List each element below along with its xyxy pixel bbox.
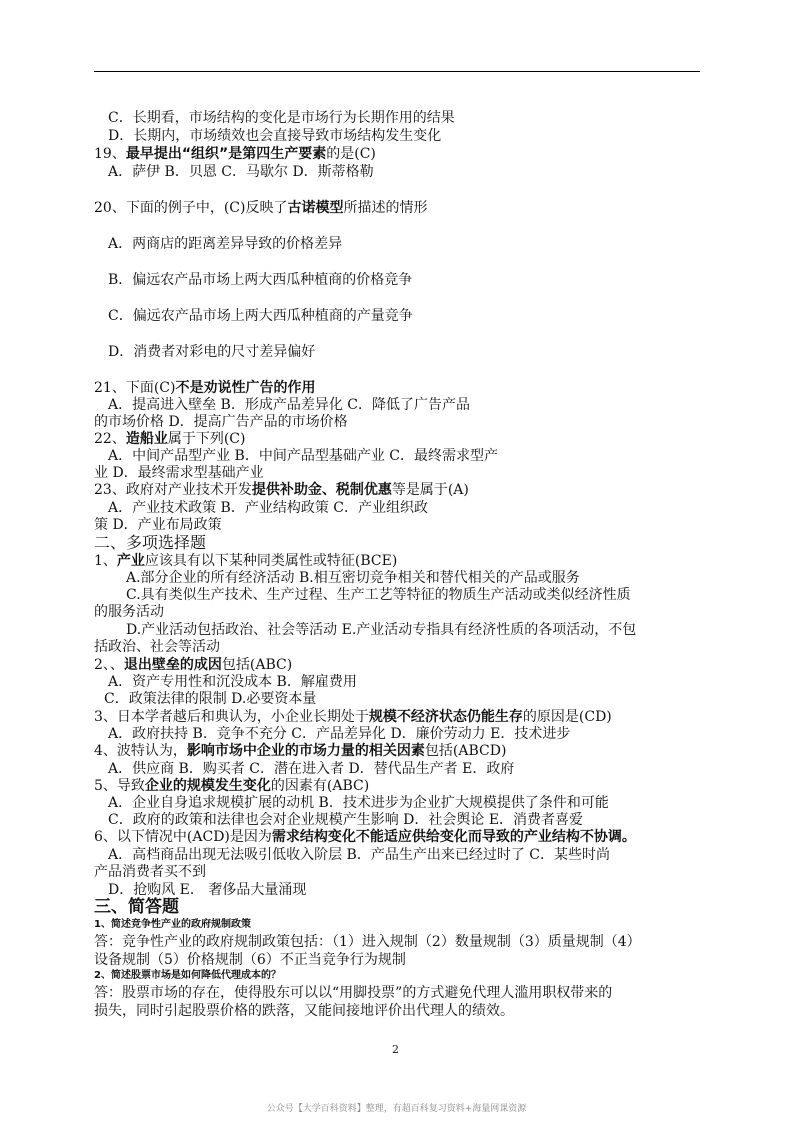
text-span: 属于下列(C) xyxy=(167,431,246,447)
single-choice-line: D．长期内，市场绩效也会直接导致市场结构发生变化 xyxy=(108,128,442,144)
multiple-choice-line: A．资产专用性和沉没成本 B．解雇费用 xyxy=(108,674,357,690)
multiple-choice-line xyxy=(94,829,636,846)
text-span: 的因素有(ABC) xyxy=(270,778,370,794)
short-answer-text: 答：股票市场的存在，使得股东可以以“用脚投票”的方式避免代理人滥用职权带来的 xyxy=(94,985,613,1001)
single-choice-line xyxy=(94,200,427,217)
text-span: 2、、 xyxy=(94,657,124,673)
single-choice-line xyxy=(94,482,469,499)
single-choice-line: C．长期看，市场结构的变化是市场行为长期作用的结果 xyxy=(108,110,455,126)
text-span: 等是属于(A) xyxy=(391,482,469,498)
single-choice-line: A．两商店的距离差异导致的价格差异 xyxy=(108,236,343,252)
single-choice-line xyxy=(94,431,245,448)
text-span: 3、日本学者越后和典认为，小企业长期处于 xyxy=(94,709,369,725)
bold-keyword: 规模不经济状态仍能生存 xyxy=(368,709,523,725)
bold-keyword: 造船业 xyxy=(125,431,168,447)
text-span: 6、以下情况中(ACD)是因为 xyxy=(94,829,272,845)
multiple-choice-line: A．政府扶持 B．竞争不充分 C．产品差异化 D．廉价劳动力 E．技术进步 xyxy=(108,726,571,742)
text-span: 包括(ABCD) xyxy=(424,743,507,759)
multiple-choice-line: 的服务活动 xyxy=(94,604,164,620)
text-span: 所描述的情形 xyxy=(343,200,428,216)
bold-keyword: 需求结构变化不能适应供给变化而导致的产业结构不协调。 xyxy=(271,829,636,845)
multiple-choice-line: 产品消费者买不到 xyxy=(94,864,206,880)
text-span: 应该具有以下某种同类属性或特征(BCE) xyxy=(144,553,398,569)
multiple-choice-line: 括政治、社会等活动 xyxy=(94,639,220,655)
single-choice-line: 业 D．最终需求型基础产业 xyxy=(94,465,264,481)
multiple-choice-line: C．政府的政策和法律也会对企业规模产生影响 D．社会舆论 E．消费者喜爱 xyxy=(108,812,584,828)
short-answer-question: 2、简述股票市场是如何降低代理成本的？ xyxy=(94,970,281,981)
text-span: 5、导致 xyxy=(94,778,145,794)
text-span: 19、 xyxy=(94,146,126,162)
multiple-choice-line: A．企业自身追求规模扩展的动机 B．技术进步为企业扩大规模提供了条件和可能 xyxy=(108,795,609,811)
text-span: 的原因是(CD) xyxy=(522,709,612,725)
multiple-choice-line xyxy=(94,657,292,674)
multiple-choice-line: A．高档商品出现无法吸引低收入阶层 B．产品生产出来已经过时了 C．某些时尚 xyxy=(108,847,611,863)
multiple-choice-line xyxy=(94,778,369,795)
short-answer-text: 损失，同时引起股票价格的跌落，又能间接地评价出代理人的绩效。 xyxy=(94,1003,514,1019)
text-span: 20、下面的例子中，(C)反映了 xyxy=(94,200,288,216)
multiple-choice-line: D.产业活动包括政治、社会等活动 E.产业活动专指具有经济性质的各项活动，不包 xyxy=(126,622,637,638)
multiple-choice-line xyxy=(94,743,506,760)
bold-keyword: 提供补助金、税制优惠 xyxy=(251,482,392,498)
single-choice-line: A．产业技术政策 B．产业结构政策 C．产业组织政 xyxy=(108,500,429,516)
bold-keyword: 不是劝说性广告的作用 xyxy=(175,380,316,396)
multiple-choice-line: D．抢购风 E． 奢侈品大量涌现 xyxy=(108,882,307,898)
short-answer-text: 答：竞争性产业的政府规制政策包括：（1）进入规制（2）数量规制（3）质量规制（4） xyxy=(94,934,641,950)
multiple-choice-line: A.部分企业的所有经济活动 B.相互密切竞争相关和替代相关的产品或服务 xyxy=(126,570,580,586)
single-choice-line xyxy=(94,146,376,163)
single-choice-line: A．提高进入壁垒 B．形成产品差异化 C．降低了广告产品 xyxy=(108,397,471,413)
section-heading-multiple-choice: 二、多项选择题 xyxy=(94,533,207,552)
bold-keyword: 产业 xyxy=(116,553,145,569)
single-choice-line: A．中间产品型产业 B．中间产品型基础产业 C．最终需求型产 xyxy=(108,448,499,464)
short-answer-text: 设备规制（5）价格规制（6）不正当竞争行为规制 xyxy=(94,952,406,968)
footer-watermark: 公众号【大学百科资料】整理，有超百科复习资料+海量网课资源 xyxy=(266,1104,527,1114)
multiple-choice-line: C．政策法律的限制 D.必要资本量 xyxy=(104,691,317,707)
text-span: 的是(C) xyxy=(326,146,376,162)
multiple-choice-line: A．供应商 B．购买者 C．潜在进入者 D．替代品生产者 E．政府 xyxy=(108,761,515,777)
text-span: 包括(ABC) xyxy=(221,657,293,673)
short-answer-question: 1、简述竞争性产业的政府规制政策 xyxy=(94,919,251,930)
single-choice-line: B．偏远农产品市场上两大西瓜种植商的价格竞争 xyxy=(108,272,413,288)
single-choice-line xyxy=(94,380,315,397)
text-span: 23、政府对产业技术开发 xyxy=(94,482,252,498)
multiple-choice-line xyxy=(94,553,397,570)
bold-keyword: 退出壁垒的成因 xyxy=(123,657,222,673)
single-choice-line: A．萨伊 B．贝恩 C．马歇尔 D．斯蒂格勒 xyxy=(108,164,374,180)
single-choice-line: 策 D．产业布局政策 xyxy=(94,517,222,533)
bold-keyword: 企业的规模发生变化 xyxy=(144,778,271,794)
text-span: 21、下面(C) xyxy=(94,380,176,396)
single-choice-line: D．消费者对彩电的尺寸差异偏好 xyxy=(108,344,316,360)
text-span: 4、波特认为， xyxy=(94,743,187,759)
section-heading-short-answer: 三、简答题 xyxy=(94,897,179,917)
single-choice-line: 的市场价格 D．提高广告产品的市场价格 xyxy=(94,414,348,430)
bold-keyword: 最早提出“组织”是第四生产要素 xyxy=(125,146,327,162)
header-rule xyxy=(94,71,700,72)
multiple-choice-line xyxy=(94,709,612,726)
multiple-choice-line: C.具有类似生产技术、生产过程、生产工艺等特征的物质生产活动或类似经济性质 xyxy=(126,587,631,603)
bold-keyword: 影响市场中企业的市场力量的相关因素 xyxy=(186,743,425,759)
bold-keyword: 古诺模型 xyxy=(287,200,344,216)
text-span: 22、 xyxy=(94,431,126,447)
text-span: 1、 xyxy=(94,553,117,569)
page-number: 2 xyxy=(392,1043,399,1056)
single-choice-line: C．偏远农产品市场上两大西瓜种植商的产量竞争 xyxy=(108,308,413,324)
